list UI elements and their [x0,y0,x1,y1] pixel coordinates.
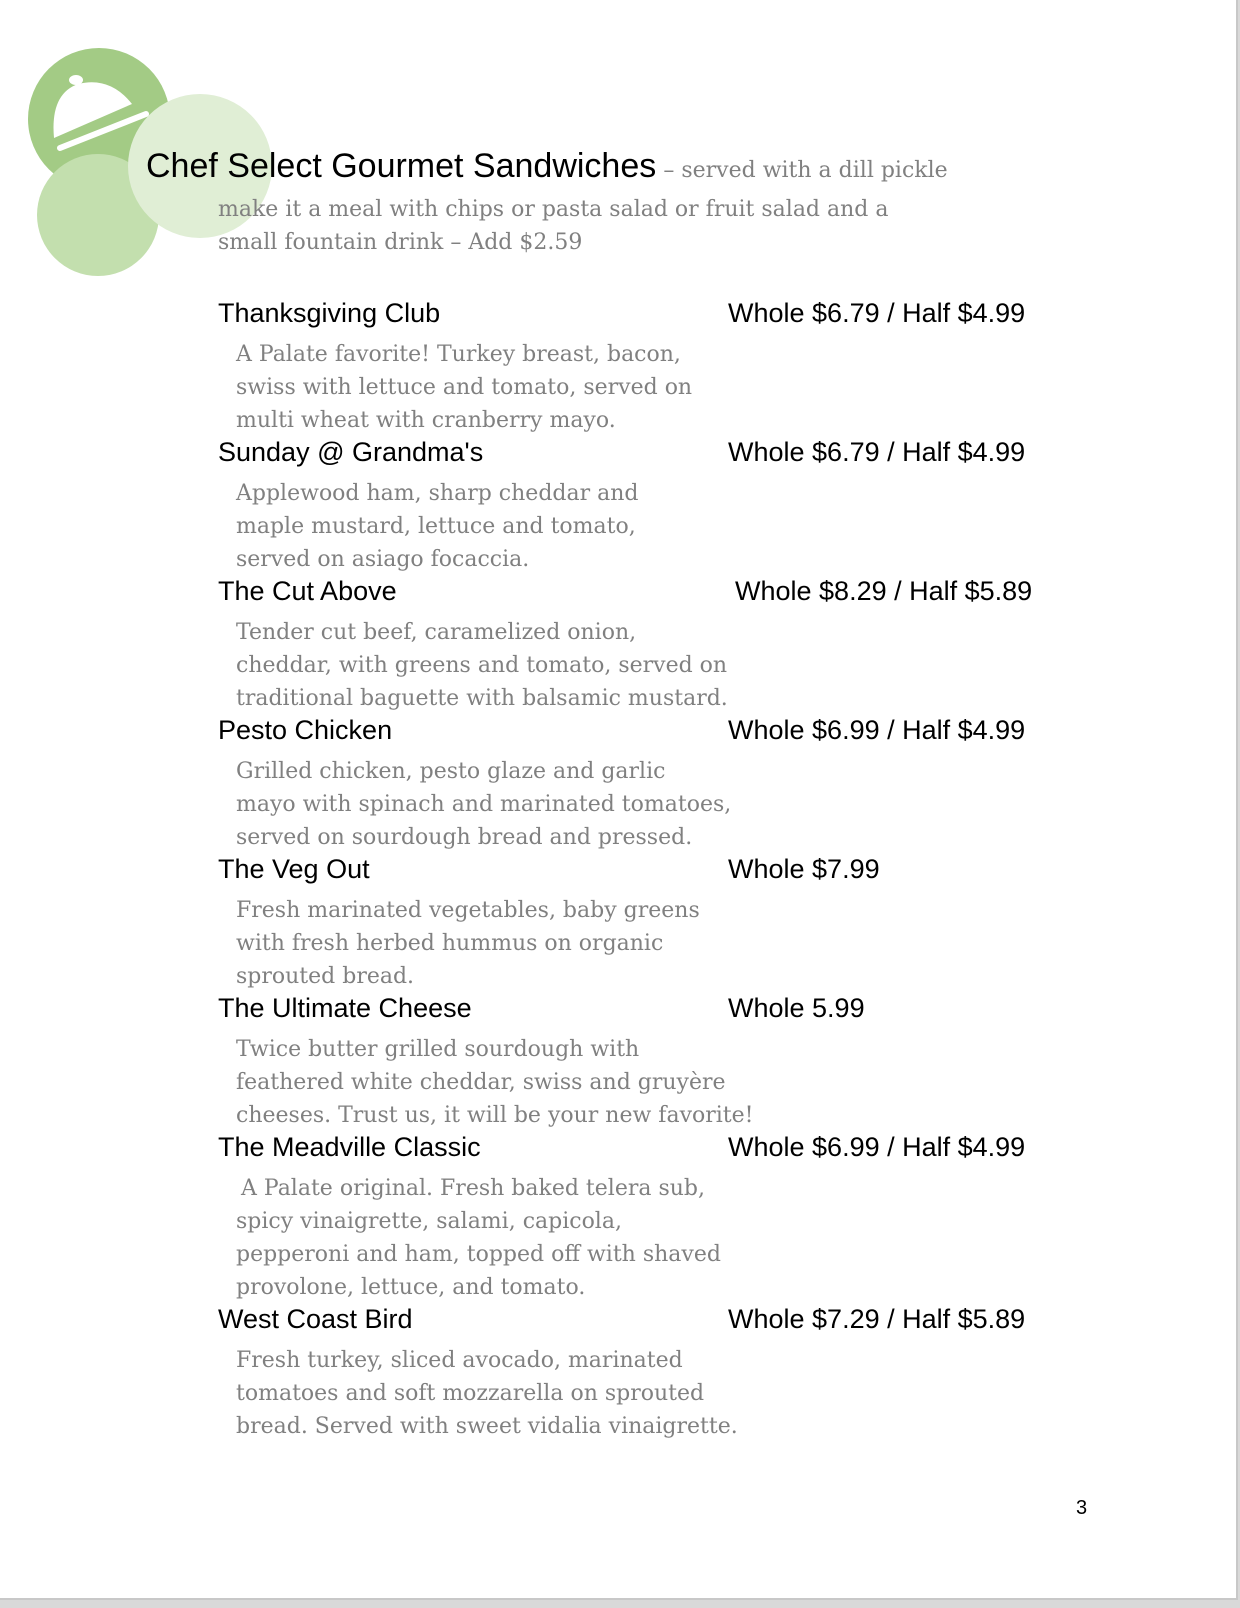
menu-item-name: Thanksgiving Club [218,298,441,328]
description-line: cheddar, with greens and tomato, served on [236,653,728,678]
menu-item [218,437,1078,576]
menu-item-name: The Ultimate Cheese [218,993,472,1023]
description-line: Tender cut beef, caramelized onion, [236,620,637,645]
intro-line: make it a meal with chips or pasta salad or fruit salad and a [218,197,889,222]
description-line: Fresh marinated vegetables, baby greens [236,898,700,923]
menu-item-header [218,993,1078,1033]
menu-item-price: Whole $6.79 / Half $4.99 [728,437,1026,467]
description-line: tomatoes and soft mozzarella on sprouted [236,1381,705,1406]
menu-item-price: Whole $7.29 / Half $5.89 [728,1304,1026,1334]
menu-item-description [218,755,796,854]
menu-item-price: Whole $7.99 [728,854,880,884]
menu-item [218,715,1078,854]
description-line: Fresh turkey, sliced avocado, marinated [236,1348,683,1373]
menu-item-header [218,715,1078,755]
description-line: Applewood ham, sharp cheddar and [236,481,639,506]
page-title: Chef Select Gourmet Sandwiches [146,147,657,185]
menu-item-header [218,854,1078,894]
title-line [146,147,948,186]
menu-item-description [218,477,796,576]
description-line: bread. Served with sweet vidalia vinaigrette. [236,1414,738,1439]
description-line: sprouted bread. [236,964,415,989]
description-line: A Palate original. Fresh baked telera sub, [241,1176,705,1201]
menu-item-header [218,437,1078,477]
description-line: served on sourdough bread and pressed. [236,825,693,850]
menu-item [218,1304,1078,1443]
menu-item-description [218,338,796,437]
menu-item-name: The Cut Above [218,576,397,606]
menu-item-description [218,1033,796,1132]
menu-item-price: Whole $6.99 / Half $4.99 [728,1132,1026,1162]
description-line: multi wheat with cranberry mayo. [236,408,616,433]
menu-item-description [218,894,796,993]
description-line: Grilled chicken, pesto glaze and garlic [236,759,666,784]
menu-item-description [218,616,796,715]
description-line: swiss with lettuce and tomato, served on [236,375,693,400]
intro-text [218,193,918,259]
description-line: cheeses. Trust us, it will be your new favorite! [236,1103,754,1128]
description-line: Twice butter grilled sourdough with [236,1037,640,1062]
menu-item-name: The Meadville Classic [218,1132,481,1162]
menu-item-price: Whole $8.29 / Half $5.89 [735,576,1033,606]
menu-item-header [218,1132,1078,1172]
description-line: mayo with spinach and marinated tomatoes, [236,792,732,817]
menu-item-name: The Veg Out [218,854,370,884]
menu-item [218,1132,1078,1304]
menu-item-header [218,576,1078,616]
menu-item-description [218,1344,796,1443]
menu-item-description [218,1172,796,1304]
menu-item-header [218,1304,1078,1344]
menu-item [218,576,1078,715]
page-number: 3 [1076,1497,1088,1519]
intro-line: small fountain drink – Add $2.59 [218,230,583,255]
description-line: pepperoni and ham, topped off with shaved [236,1242,721,1267]
menu-item [218,298,1078,437]
menu-item [218,993,1078,1132]
description-line: provolone, lettuce, and tomato. [236,1275,586,1300]
description-line: served on asiago focaccia. [236,547,530,572]
menu-item-name: Sunday @ Grandma's [218,437,484,467]
description-line: with fresh herbed hummus on organic [236,931,664,956]
description-line: maple mustard, lettuce and tomato, [236,514,636,539]
title-suffix: – served with a dill pickle [663,158,948,183]
description-line: spicy vinaigrette, salami, capicola, [236,1209,622,1234]
description-line: A Palate favorite! Turkey breast, bacon, [236,342,681,367]
menu-items-list [218,298,1078,1443]
menu-item-header [218,298,1078,338]
menu-item-price: Whole $6.79 / Half $4.99 [728,298,1026,328]
description-line: traditional baguette with balsamic mustard. [236,686,728,711]
description-line: feathered white cheddar, swiss and gruyère [236,1070,726,1095]
menu-item [218,854,1078,993]
cloche-icon [50,70,150,154]
menu-item-name: Pesto Chicken [218,715,393,745]
menu-item-price: Whole $6.99 / Half $4.99 [728,715,1026,745]
menu-item-price: Whole 5.99 [728,993,865,1023]
menu-item-name: West Coast Bird [218,1304,413,1334]
